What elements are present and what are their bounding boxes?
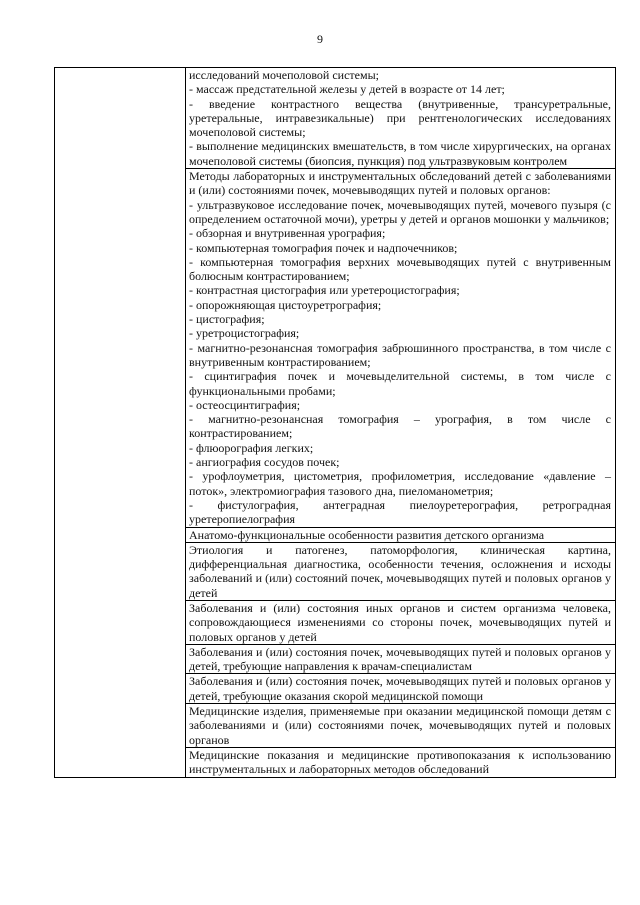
text-line: - фистулография, антеградная пиелоуретерография, ретроградная уретеропиелография	[189, 497, 611, 527]
text-line: - остеосцинтиграфия;	[189, 397, 301, 412]
table-cell	[186, 527, 616, 542]
page-number: 9	[317, 32, 323, 46]
competency-table	[54, 67, 616, 778]
text-line: - контрастная цистография или уретероцистография;	[189, 283, 460, 298]
text-line: Медицинские изделия, применяемые при оказании медицинской помощи детям с заболеваниями и (или) состояниями почек, мочевыводящих путей и половых органов	[189, 704, 611, 747]
text-line: - обзорная и внутривенная урография;	[189, 226, 386, 241]
text-line: - компьютерная томография верхних мочевыводящих путей с внутривенным болюсным контрастированием;	[189, 254, 611, 284]
table-cell	[186, 674, 616, 704]
table-cell	[186, 747, 616, 777]
text-line: - выполнение медицинских вмешательств, в том числе хирургических, на органах мочеполовой системы (биопсия, пункция) под ультразвуковым контролем	[189, 139, 611, 168]
table-row	[55, 68, 616, 169]
text-line: Заболевания и (или) состояния почек, мочевыводящих путей и половых органов у детей, требующие направления к врачам-специалистам	[189, 644, 611, 674]
text-line: - массаж предстательной железы у детей в возрасте от 14 лет;	[189, 82, 505, 97]
text-line: Методы лабораторных и инструментальных обследований детей с заболеваниями и (или) состояниями почек, мочевыводящих путей и половых органов:	[189, 169, 611, 198]
text-line: Анатомо-функциональные особенности развития детского организма	[189, 527, 545, 542]
table-cell	[186, 169, 616, 527]
table-cell	[186, 704, 616, 748]
text-line: Заболевания и (или) состояния почек, мочевыводящих путей и половых органов у детей, требующие оказания скорой медицинской помощи	[189, 674, 611, 703]
table-cell	[186, 600, 616, 644]
table-cell	[186, 542, 616, 600]
text-line: - урофлоуметрия, цистометрия, профилометрия, исследование «давление – поток», электромиография тазового дна, пиеломанометрия;	[189, 469, 611, 498]
text-line: Заболевания и (или) состояния иных органов и систем организма человека, сопровождающиеся изменениями со стороны почек, мочевыводящих путей и половых органов у детей	[189, 600, 611, 644]
text-line: Этиология и патогенез, патоморфология, клиническая картина, дифференциальная диагностика, особенности течения, осложнения и исходы заболеваний и (или) состояний почек, мочевыводящих путей и половых органов у детей	[189, 542, 611, 600]
text-line: - уретроцистография;	[189, 326, 300, 341]
table-cell	[186, 644, 616, 674]
text-line: - магнитно-резонансная томография забрюшинного пространства, в том числе с внутривенным контрастированием;	[189, 340, 611, 369]
table-cell	[186, 68, 616, 169]
text-line: - цистография;	[189, 312, 265, 327]
text-line: - флюорография легких;	[189, 440, 314, 455]
text-line: Медицинские показания и медицинские противопоказания к использованию инструментальных и лабораторных методов обследований	[189, 747, 611, 777]
text-line: - введение контрастного вещества (внутривенные, трансуретральные, уретеральные, интравезикальные) при рентгенологических исследованиях мочеполовой системы;	[189, 96, 611, 140]
text-line: исследований мочеполовой системы;	[189, 68, 379, 82]
text-line: - магнитно-резонансная томография – урография, в том числе с контрастированием;	[189, 412, 611, 441]
text-line: - ангиография сосудов почек;	[189, 455, 340, 470]
text-line: - сцинтиграфия почек и мочевыделительной системы, в том числе с функциональными пробами;	[189, 369, 611, 398]
text-line: - опорожняющая цистоуретрография;	[189, 297, 382, 312]
text-line: - компьютерная томография почек и надпочечников;	[189, 240, 458, 255]
left-column-cell	[55, 68, 186, 778]
text-line: - ультразвуковое исследование почек, мочевыводящих путей, мочевого пузыря (с определением остаточной мочи), уретры у детей и органов мошонки у мальчиков;	[189, 197, 611, 226]
